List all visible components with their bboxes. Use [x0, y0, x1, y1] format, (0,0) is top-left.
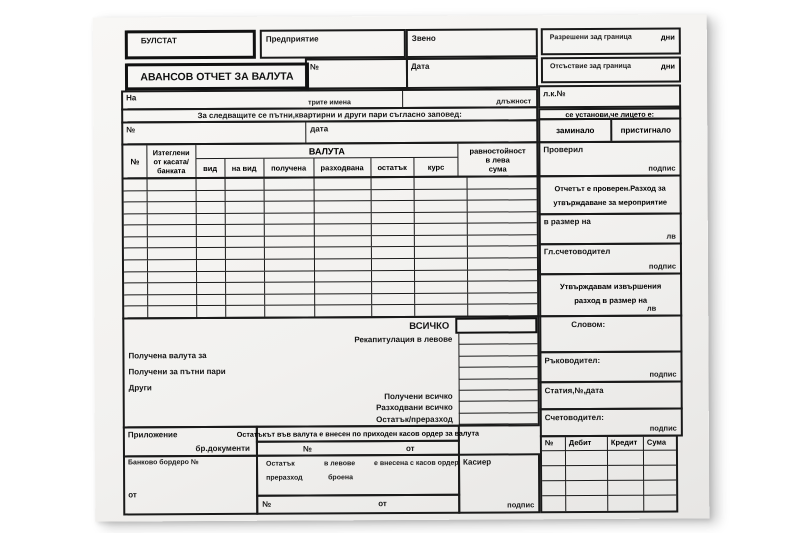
- position-label: длъжност: [496, 98, 532, 106]
- allowed-abroad-label: Разрешени зад граница: [549, 33, 632, 42]
- account-table-cell[interactable]: [644, 451, 676, 466]
- table-cell[interactable]: [265, 294, 315, 305]
- table-cell[interactable]: [468, 189, 537, 200]
- table-cell[interactable]: [197, 202, 226, 213]
- account-table-row[interactable]: [542, 466, 676, 482]
- table-cell[interactable]: [226, 190, 265, 201]
- table-cell[interactable]: [226, 213, 265, 224]
- table-cell[interactable]: [468, 247, 537, 258]
- table-cell[interactable]: [124, 272, 148, 283]
- table-cell[interactable]: [468, 224, 537, 235]
- in-leva-label: в левове: [324, 460, 356, 468]
- subcol-navid: на вид: [225, 159, 264, 177]
- table-cell[interactable]: [197, 190, 226, 201]
- table-cell[interactable]: [468, 270, 537, 281]
- approve-line1: Утвърждавам извършения: [559, 281, 662, 292]
- table-cell[interactable]: [315, 201, 372, 212]
- table-cell[interactable]: [148, 272, 197, 283]
- recap-left-label-1: Получена валута за: [128, 351, 207, 361]
- table-cell[interactable]: [265, 306, 315, 317]
- absence-abroad-field[interactable]: [541, 57, 681, 84]
- residual-from-label: от: [405, 443, 415, 453]
- account-table-row[interactable]: [542, 496, 676, 512]
- account-table-row[interactable]: [542, 481, 676, 497]
- chief-accountant-field[interactable]: [539, 243, 682, 276]
- table-cell[interactable]: [372, 213, 415, 224]
- amount-of-label: в размер на: [543, 217, 591, 227]
- table-cell[interactable]: [315, 213, 372, 224]
- table-cell[interactable]: [148, 249, 197, 260]
- docs-count-label: бр.документи: [195, 443, 250, 453]
- accountant-signature: подпис: [649, 423, 677, 433]
- form-number-label: №: [309, 62, 319, 72]
- table-cell[interactable]: [124, 226, 148, 237]
- table-cell[interactable]: [372, 259, 415, 270]
- table-cell[interactable]: [415, 236, 468, 247]
- table-cell[interactable]: [148, 283, 197, 294]
- table-cell[interactable]: [315, 294, 372, 305]
- chief-accountant-label: Гл.счетоводител: [543, 246, 611, 257]
- three-names-label: трите имена: [308, 99, 351, 107]
- table-cell[interactable]: [415, 189, 468, 200]
- cashier-field[interactable]: [458, 453, 540, 513]
- recap-row-label: Разходвани всичко: [376, 402, 453, 413]
- manager-signature: подпис: [649, 369, 677, 379]
- recap-row-label: ВСИЧКО: [409, 320, 450, 332]
- bank-slip-label: Банково бордеро №: [127, 459, 199, 467]
- recap-left-label-2: Получени за пътни пари: [128, 366, 226, 377]
- form-date-label: Дата: [410, 61, 430, 71]
- residual-detail-box[interactable]: [256, 454, 460, 497]
- table-cell[interactable]: [315, 248, 372, 259]
- table-cell[interactable]: [265, 271, 315, 282]
- table-cell[interactable]: [372, 282, 415, 293]
- id-card-field[interactable]: [538, 85, 681, 109]
- table-cell[interactable]: [415, 293, 468, 304]
- residual-line-text: Остатъкът във валута е внесен по приходен касов ордер за валута: [236, 428, 479, 439]
- recap-cell[interactable]: [455, 317, 537, 333]
- table-cell[interactable]: [265, 225, 315, 236]
- table-cell[interactable]: [372, 178, 415, 189]
- checked-by-field[interactable]: [538, 141, 681, 178]
- bottom-number-label: №: [262, 499, 272, 509]
- table-cell[interactable]: [124, 202, 148, 213]
- number-date-divider: [305, 122, 306, 142]
- table-cell[interactable]: [197, 237, 226, 248]
- table-cell[interactable]: [124, 249, 148, 260]
- account-table-cell[interactable]: [566, 481, 608, 496]
- lv-label: лв: [666, 231, 676, 241]
- table-cell[interactable]: [124, 307, 148, 318]
- table-cell[interactable]: [468, 281, 537, 292]
- table-cell[interactable]: [315, 271, 372, 282]
- table-cell[interactable]: [197, 225, 226, 236]
- table-cell[interactable]: [372, 201, 415, 212]
- scanned-form-paper: [93, 14, 710, 521]
- recap-cell[interactable]: [458, 333, 537, 345]
- checked-signature-label: подпис: [648, 163, 676, 173]
- table-cell[interactable]: [124, 284, 148, 295]
- table-cell[interactable]: [372, 271, 415, 282]
- table-cell[interactable]: [197, 214, 226, 225]
- accountant-label: Счетоводител:: [544, 412, 604, 423]
- account-col-header: Дебит: [566, 437, 608, 451]
- table-cell[interactable]: [265, 248, 315, 259]
- table-cell[interactable]: [226, 179, 265, 190]
- table-cell[interactable]: [124, 179, 148, 190]
- account-table-cell[interactable]: [608, 466, 644, 481]
- amount-field[interactable]: [539, 213, 682, 246]
- id-card-label: л.к.№: [543, 89, 566, 99]
- allowed-days-label: дни: [660, 32, 675, 42]
- table-cell[interactable]: [468, 200, 537, 211]
- account-table-header: [542, 437, 676, 452]
- table-cell[interactable]: [415, 212, 468, 223]
- subcol-ostatuk: остатък: [371, 158, 414, 176]
- bottom-from-label: от: [378, 499, 387, 509]
- table-cell[interactable]: [265, 213, 315, 224]
- table-cell[interactable]: [124, 295, 148, 306]
- table-cell[interactable]: [197, 248, 226, 259]
- table-cell[interactable]: [315, 224, 372, 235]
- subcol-poluchena: получена: [264, 158, 314, 176]
- approve-box[interactable]: [539, 273, 682, 318]
- recap-rows: [124, 317, 538, 426]
- absence-abroad-label: Отсъствие зад граница: [549, 62, 631, 71]
- absence-days-label: дни: [661, 61, 675, 71]
- table-cell[interactable]: [265, 202, 315, 213]
- established-label: се установи,че лицето е:: [565, 109, 655, 119]
- account-table-cell[interactable]: [542, 451, 566, 466]
- account-table-cell[interactable]: [566, 466, 608, 481]
- enterprise-field[interactable]: [260, 29, 406, 59]
- na-label: На: [126, 93, 137, 103]
- table-cell[interactable]: [372, 247, 415, 258]
- account-table-cell[interactable]: [542, 481, 566, 496]
- cashier-signature-label: подпис: [507, 500, 535, 510]
- table-cell[interactable]: [468, 235, 537, 246]
- table-cell[interactable]: [148, 202, 197, 213]
- currency-group-label: ВАЛУТА: [308, 145, 345, 156]
- table-cell[interactable]: [265, 236, 315, 247]
- recap-cell[interactable]: [459, 379, 538, 391]
- currency-table-body: [122, 175, 540, 319]
- in-words-label: Словом:: [571, 319, 606, 330]
- form-title-box: [125, 62, 309, 90]
- table-cell[interactable]: [468, 293, 537, 304]
- accountant-field[interactable]: [540, 408, 683, 438]
- report-checked-line2: утвърждаване за мероприятие: [553, 197, 668, 208]
- unit-label: Звено: [411, 33, 436, 43]
- table-cell[interactable]: [372, 236, 415, 247]
- unit-field[interactable]: [406, 28, 538, 58]
- table-cell[interactable]: [148, 237, 197, 248]
- table-cell[interactable]: [315, 178, 372, 189]
- bank-slip-from-label: от: [128, 490, 137, 500]
- table-cell[interactable]: [124, 260, 148, 271]
- table-cell[interactable]: [372, 190, 415, 201]
- table-cell[interactable]: [415, 282, 468, 293]
- table-cell[interactable]: [197, 283, 226, 294]
- table-cell[interactable]: [265, 190, 315, 201]
- recap-cell[interactable]: [459, 402, 538, 414]
- table-cell[interactable]: [148, 179, 197, 190]
- table-cell[interactable]: [315, 190, 372, 201]
- table-cell[interactable]: [468, 258, 537, 269]
- table-cell[interactable]: [197, 295, 226, 306]
- residual-number-label: №: [302, 444, 312, 454]
- recap-row-label: Рекапитулация в левове: [354, 334, 453, 345]
- attachment-label: Приложение: [127, 430, 178, 440]
- table-cell[interactable]: [197, 260, 226, 271]
- currency-subheaders: [196, 157, 458, 177]
- report-checked-line1: Отчетът е проверен.Разход за: [554, 183, 666, 194]
- approve-lv-label: лв: [646, 303, 657, 313]
- table-cell[interactable]: [148, 191, 197, 202]
- account-table-cell[interactable]: [644, 496, 676, 511]
- page-title: АВАНСОВ ОТЧЕТ ЗА ВАЛУТА: [140, 70, 294, 83]
- table-cell[interactable]: [468, 305, 537, 316]
- table-cell[interactable]: [226, 248, 265, 259]
- counted-label: броена: [328, 474, 354, 482]
- table-cell[interactable]: [415, 224, 468, 235]
- table-cell[interactable]: [415, 201, 468, 212]
- account-table-cell[interactable]: [542, 496, 566, 511]
- table-cell[interactable]: [468, 212, 537, 223]
- table-cell[interactable]: [372, 224, 415, 235]
- col-equivalence: равностойност в лева сума: [469, 145, 526, 174]
- recap-cell[interactable]: [459, 390, 538, 402]
- account-table-row[interactable]: [542, 451, 676, 467]
- enterprise-label: Предприятие: [265, 34, 319, 44]
- table-cell[interactable]: [197, 306, 226, 317]
- table-cell[interactable]: [226, 271, 265, 282]
- row-date-label: дата: [310, 124, 329, 134]
- account-table-cell[interactable]: [608, 496, 644, 511]
- cashier-label: Касиер: [462, 457, 492, 467]
- recap-cell[interactable]: [459, 367, 538, 379]
- account-table-cell[interactable]: [644, 481, 676, 496]
- departed-cell[interactable]: заминало: [540, 120, 612, 141]
- recap-row-label: Остатък/преразход: [376, 414, 453, 424]
- table-cell[interactable]: [124, 214, 148, 225]
- account-table-cell[interactable]: [644, 466, 676, 481]
- table-cell[interactable]: [265, 283, 315, 294]
- table-cell[interactable]: [315, 236, 372, 247]
- table-cell[interactable]: [148, 214, 197, 225]
- bulstat-field[interactable]: [125, 30, 256, 60]
- order-line-text: За следващите се пътни,квартирни и други пари съгласно заповед:: [197, 109, 462, 121]
- table-cell[interactable]: [468, 177, 537, 188]
- deposited-label: е внесена: [374, 459, 409, 468]
- account-col-header: Кредит: [608, 437, 644, 451]
- table-cell[interactable]: [226, 202, 265, 213]
- table-cell[interactable]: [415, 259, 468, 270]
- table-cell[interactable]: [226, 237, 265, 248]
- account-table-cell[interactable]: [566, 496, 608, 511]
- table-cell[interactable]: [226, 260, 265, 271]
- account-col-header: №: [542, 437, 566, 451]
- table-cell[interactable]: [415, 247, 468, 258]
- table-cell[interactable]: [415, 178, 468, 189]
- table-cell[interactable]: [415, 305, 468, 316]
- table-cell[interactable]: [148, 306, 197, 317]
- account-table: [540, 435, 678, 514]
- manager-field[interactable]: [539, 351, 682, 384]
- col-no: №: [123, 145, 147, 177]
- bottom-number-row[interactable]: [256, 494, 460, 515]
- residual-label: Остатък: [266, 460, 295, 468]
- table-cell[interactable]: [226, 294, 265, 305]
- form-number-field[interactable]: [305, 58, 408, 90]
- article-label: Статия,№,дата: [544, 385, 604, 396]
- cash-order-label: с касов ордер: [410, 459, 459, 467]
- table-cell[interactable]: [265, 259, 315, 270]
- col-withdrawn: Изтеглени от касата/ банката: [147, 145, 196, 177]
- chief-accountant-signature: подпис: [648, 261, 677, 271]
- table-cell[interactable]: [226, 283, 265, 294]
- article-field[interactable]: [540, 381, 683, 411]
- recap-cell[interactable]: [459, 413, 538, 425]
- manager-label: Ръководител:: [544, 355, 601, 366]
- recap-left-label-3: Други: [128, 383, 152, 393]
- table-cell[interactable]: [148, 260, 197, 271]
- in-words-field[interactable]: [539, 315, 682, 354]
- currency-group: [196, 144, 459, 177]
- row-number-label: №: [126, 125, 136, 135]
- table-cell[interactable]: [372, 294, 415, 305]
- account-col-header: Сума: [644, 437, 676, 451]
- table-cell[interactable]: [265, 178, 315, 189]
- subcol-vid: вид: [196, 159, 225, 177]
- subcol-razhodvana: разходвана: [314, 158, 371, 176]
- account-table-cell[interactable]: [608, 451, 644, 466]
- table-cell[interactable]: [226, 306, 265, 317]
- account-table-cell[interactable]: [542, 466, 566, 481]
- allowed-abroad-field[interactable]: [541, 28, 681, 56]
- table-cell[interactable]: [315, 259, 372, 270]
- name-row-divider: [402, 91, 403, 107]
- checked-by-label: Проверил: [543, 145, 584, 155]
- form-date-field[interactable]: [406, 57, 538, 89]
- approve-line2: разход в размер на: [574, 296, 648, 306]
- table-cell[interactable]: [197, 179, 226, 190]
- table-cell[interactable]: [226, 225, 265, 236]
- table-cell[interactable]: [415, 270, 468, 281]
- recap-cell[interactable]: [458, 356, 537, 368]
- table-cell[interactable]: [315, 282, 372, 293]
- table-cell[interactable]: [148, 225, 197, 236]
- account-table-cell[interactable]: [566, 451, 608, 466]
- table-cell[interactable]: [372, 305, 415, 316]
- recap-section: [122, 315, 540, 428]
- report-checked-box: [539, 175, 682, 216]
- bulstat-label: БУЛСТАТ: [140, 36, 177, 46]
- departed-arrived-row: [538, 118, 681, 144]
- table-cell[interactable]: [148, 295, 197, 306]
- table-cell[interactable]: [124, 191, 148, 202]
- bank-slip-field[interactable]: [123, 455, 258, 516]
- subcol-kurs: курс: [427, 162, 445, 172]
- table-cell[interactable]: [315, 306, 372, 317]
- currency-table-header: [121, 141, 538, 179]
- arrived-cell[interactable]: пристигнало: [620, 125, 672, 135]
- table-cell[interactable]: [197, 272, 226, 283]
- recap-row-label: Получени всичко: [384, 391, 453, 401]
- account-table-cell[interactable]: [608, 481, 644, 496]
- table-cell[interactable]: [124, 237, 148, 248]
- recap-cell[interactable]: [458, 345, 537, 357]
- overspend-label: преразход: [266, 474, 303, 482]
